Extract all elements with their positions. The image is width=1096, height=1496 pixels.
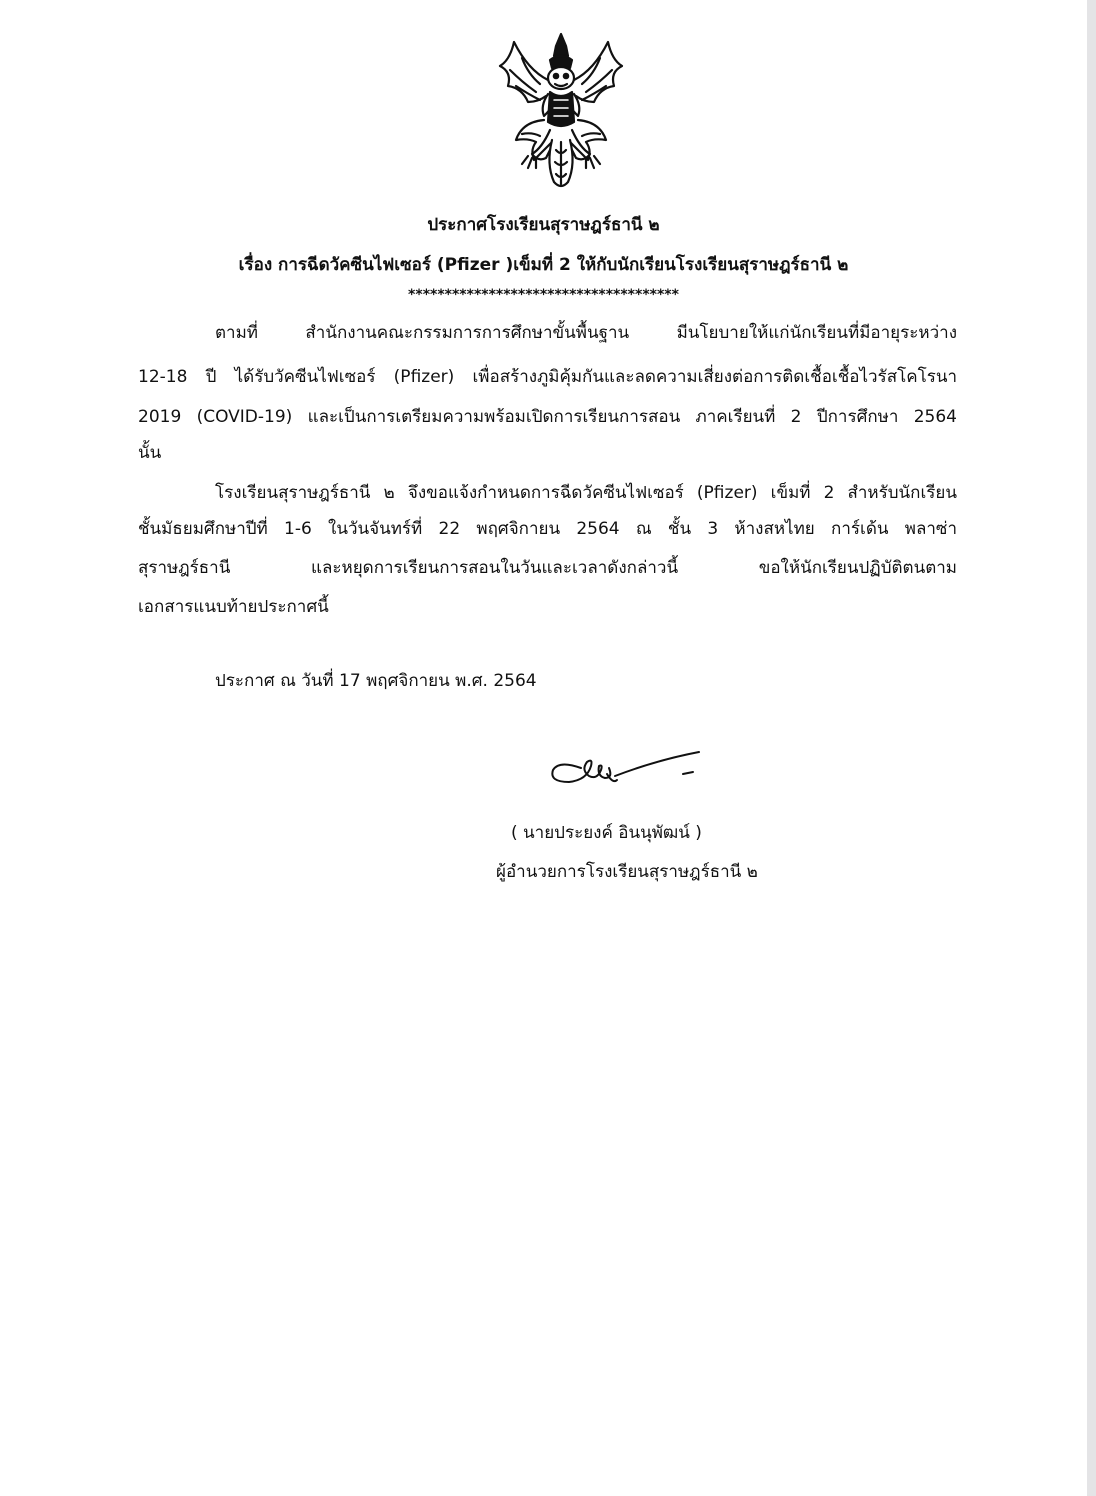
signatory-position: ผู้อำนวยการโรงเรียนสุราษฎร์ธานี ๒ — [496, 862, 758, 882]
page-edge — [1087, 0, 1096, 1496]
announcement-subject: เรื่อง การฉีดวัคซีนไฟเซอร์ (Pfizer )เข็มที่ 2 ให้กับนักเรียนโรงเรียนสุราษฎร์ธานี ๒ — [238, 255, 849, 275]
announcement-date: ประกาศ ณ วันที่ 17 พฤศจิกายน พ.ศ. 2564 — [215, 671, 537, 691]
signature-icon — [547, 740, 707, 796]
garuda-emblem-icon — [488, 30, 634, 192]
para1-line3: 2019 (COVID-19) และเป็นการเตรียมความพร้อมเปิดการเรียนการสอน ภาคเรียนที่ 2 ปีการศึกษา 2564 — [138, 407, 957, 427]
para1-line4: นั้น — [138, 443, 162, 463]
para1-line2: 12-18 ปี ได้รับวัคซีนไฟเซอร์ (Pfizer) เพื่อสร้างภูมิคุ้มกันและลดความเสี่ยงต่อการติดเชื้อเชื้อไวรัสโคโรนา — [138, 367, 957, 387]
para1-line1: ตามที่ สำนักงานคณะกรรมการการศึกษาขั้นพื้นฐาน มีนโยบายให้แก่นักเรียนที่มีอายุระหว่าง — [215, 323, 957, 343]
announcement-title: ประกาศโรงเรียนสุราษฎร์ธานี ๒ — [427, 215, 660, 235]
para2-line2: ชั้นมัธยมศึกษาปีที่ 1-6 ในวันจันทร์ที่ 22 พฤศจิกายน 2564 ณ ชั้น 3 ห้างสหไทย การ์เด้น พลาซ่า — [138, 519, 957, 539]
separator-line: ************************************* — [408, 287, 679, 303]
para2-line1: โรงเรียนสุราษฎร์ธานี ๒ จึงขอแจ้งกำหนดการฉีดวัคซีนไฟเซอร์ (Pfizer) เข็มที่ 2 สำหรับนักเรียน — [215, 483, 957, 503]
para2-line4: เอกสารแนบท้ายประกาศนี้ — [138, 597, 329, 617]
signatory-name: ( นายประยงค์ อินนุพัฒน์ ) — [511, 823, 702, 843]
para2-line3: สุราษฎร์ธานี และหยุดการเรียนการสอนในวันและเวลาดังกล่าวนี้ ขอให้นักเรียนปฏิบัติตนตาม — [138, 558, 957, 578]
